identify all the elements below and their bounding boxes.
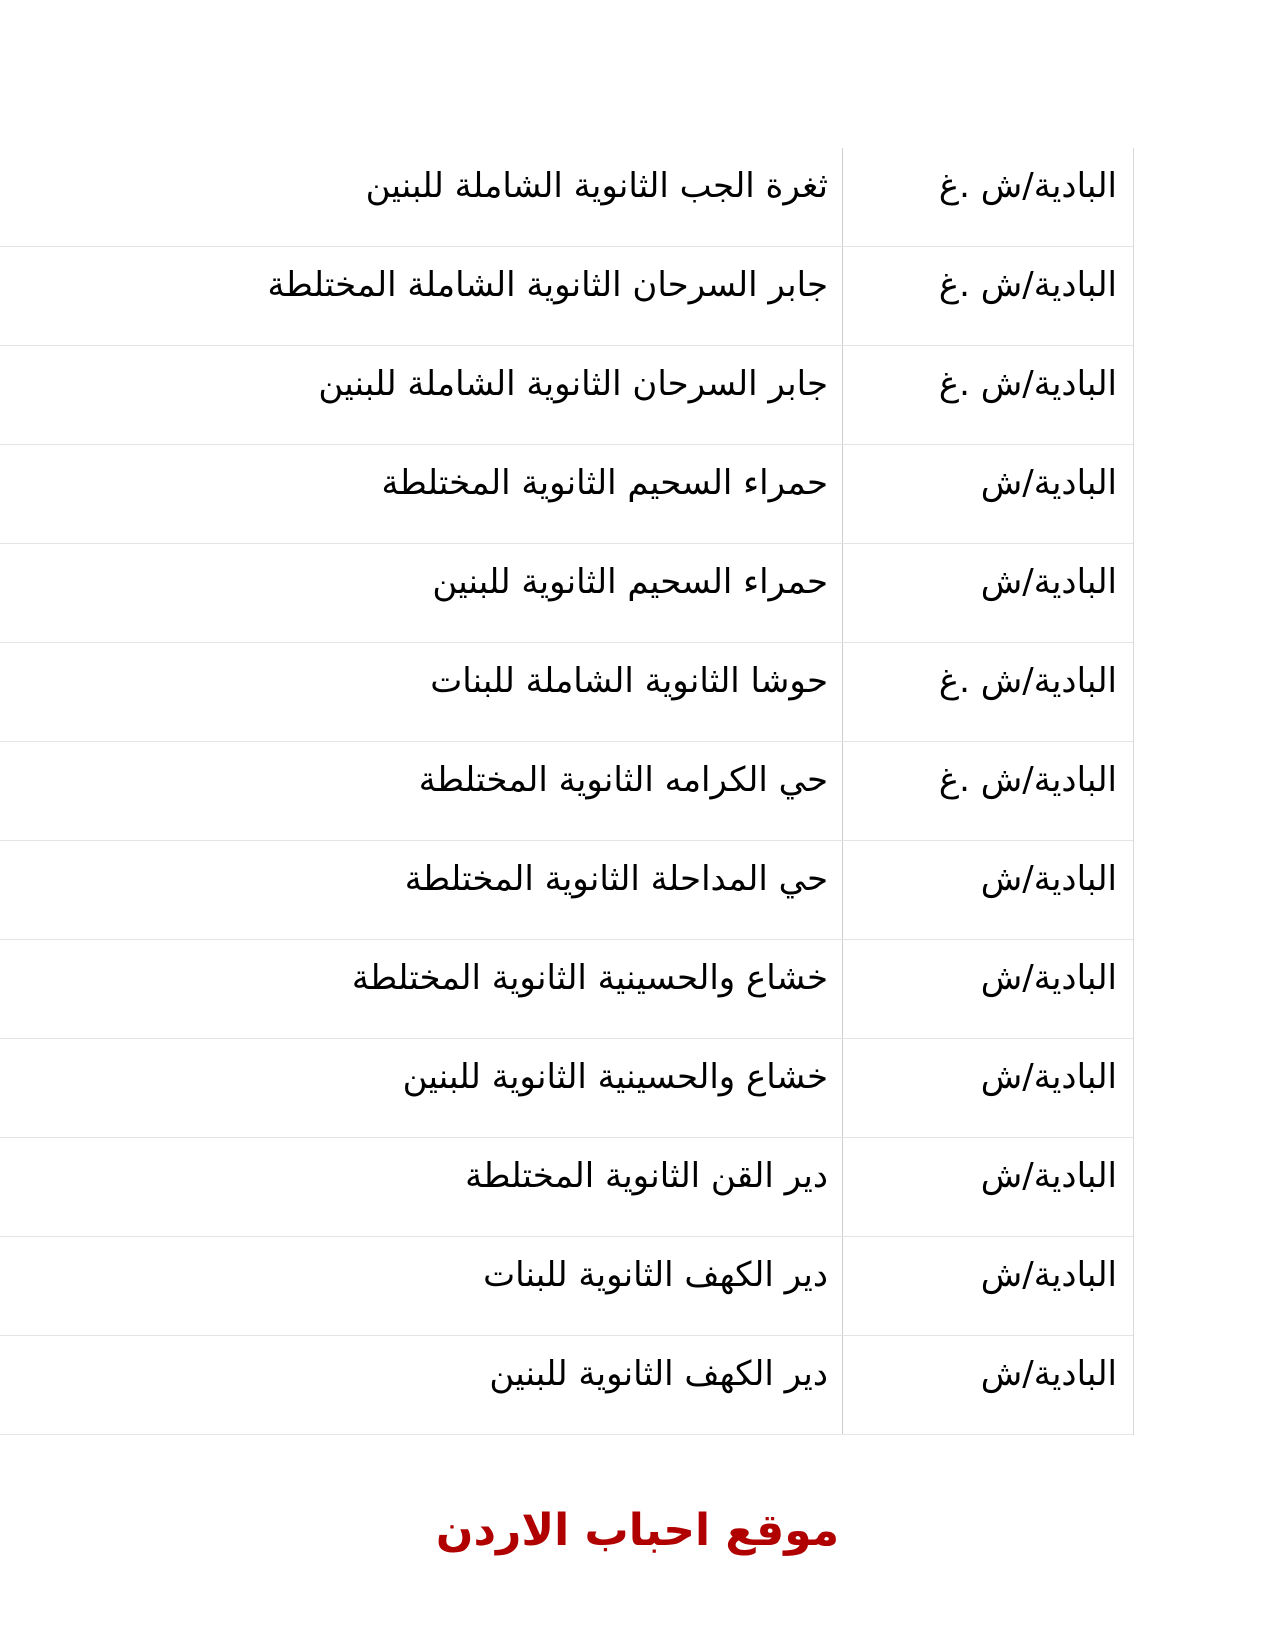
region-cell: البادية/ش .غ [842,643,1133,741]
region-cell: البادية/ش [842,1237,1133,1335]
school-name-cell: ثغرة الجب الثانوية الشاملة للبنين [365,166,828,206]
region-cell: البادية/ش [842,544,1133,642]
region-cell: البادية/ش .غ [842,742,1133,840]
region-cell: البادية/ش .غ [842,346,1133,444]
school-name-cell: خشاع والحسينية الثانوية المختلطة [351,958,828,998]
school-name-cell: جابر السرحان الثانوية الشاملة للبنين [318,364,828,404]
table-row [0,742,1133,841]
region-cell: البادية/ش [842,1039,1133,1137]
table-row [0,1336,1133,1435]
table-row [0,940,1133,1039]
table-row [0,445,1133,544]
region-cell: البادية/ش [842,940,1133,1038]
table-row [0,1039,1133,1138]
site-footer-title: موقع احباب الاردن [435,1505,840,1556]
school-name-cell: حي الكرامه الثانوية المختلطة [418,760,828,800]
table-row [0,346,1133,445]
table-row [0,544,1133,643]
region-cell: البادية/ش [842,841,1133,939]
school-name-cell: دير الكهف الثانوية للبنات [483,1255,828,1295]
school-name-cell: خشاع والحسينية الثانوية للبنين [402,1057,828,1097]
region-cell: البادية/ش .غ [842,148,1133,246]
table-row [0,148,1133,247]
table-row [0,643,1133,742]
table-row [0,1237,1133,1336]
school-name-cell: دير الكهف الثانوية للبنين [489,1354,828,1394]
table-row [0,841,1133,940]
school-name-cell: حوشا الثانوية الشاملة للبنات [430,661,828,701]
table-row [0,1138,1133,1237]
region-cell: البادية/ش .غ [842,247,1133,345]
school-name-cell: حي المداحلة الثانوية المختلطة [404,859,828,899]
region-cell: البادية/ش [842,1138,1133,1236]
schools-table [0,148,1134,1435]
school-name-cell: جابر السرحان الثانوية الشاملة المختلطة [267,265,828,305]
school-name-cell: دير القن الثانوية المختلطة [465,1156,828,1196]
region-cell: البادية/ش [842,445,1133,543]
table-row [0,247,1133,346]
region-cell: البادية/ش [842,1336,1133,1434]
school-name-cell: حمراء السحيم الثانوية للبنين [432,562,828,602]
school-name-cell: حمراء السحيم الثانوية المختلطة [381,463,828,503]
